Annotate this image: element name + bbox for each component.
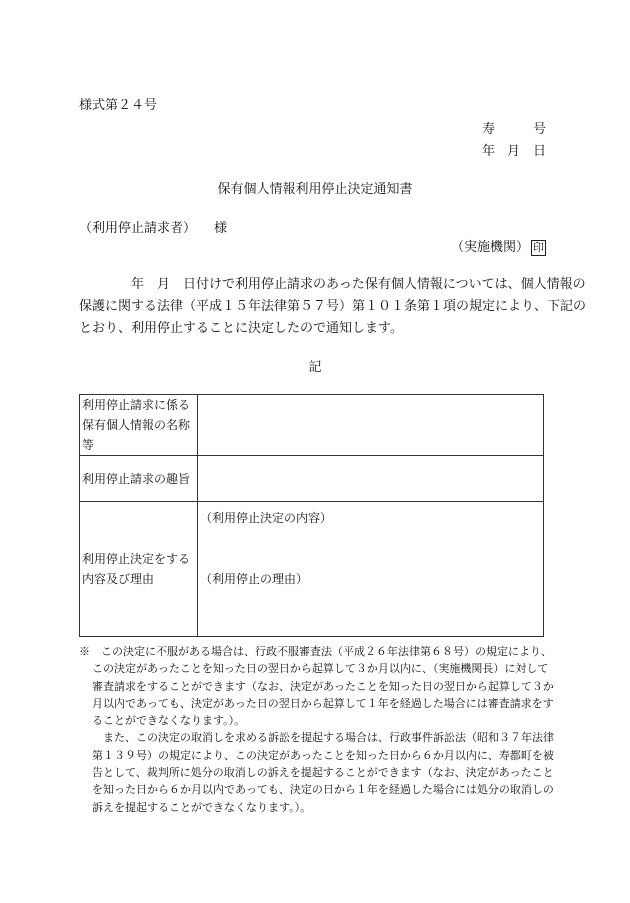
row-label [80,456,198,502]
row-label [80,395,198,456]
decision-table [79,394,544,637]
note-line: 訴えを提起することができなくなります。）。 [92,800,312,814]
label-line: 内容及び理由 [82,572,155,586]
label-line: 利用停止請求の趣旨 [82,471,191,486]
note-line: この決定があったことを知った日の翌日から起算して３か月以内に、（実施機関長）に対して [92,662,549,676]
decision-reason-heading: （利用停止の理由） [200,572,309,586]
document-title: 保有個人情報利用停止決定通知書 [217,182,413,197]
note-line: ることができなくなります。）。 [92,714,246,728]
recipient-label: （利用停止請求者） [79,221,197,236]
note-line: 審査請求をすることができます（なお、決定があったことを知った日の翌日から起算して３か [92,679,554,693]
note-line: また、この決定の取消しを求める訴訟を提起する場合は、行政事件訴訟法（昭和３７年法律 [92,731,554,745]
date-year: 年 [482,144,496,159]
row-content[interactable] [198,502,544,637]
ki-heading: 記 [308,360,322,375]
notice-body [79,274,587,340]
note-line [79,643,553,660]
row-content[interactable] [198,395,544,456]
table-row [80,456,544,502]
note-line: 告として、裁判所に処分の取消しの訴えを提起することができます（なお、決定があったこと [92,766,554,780]
row-content[interactable] [198,456,544,502]
date-month: 月 [507,144,521,159]
number-prefix: 寿 [482,122,496,137]
row-label [80,502,198,637]
table-row [80,502,544,637]
note-line: 月以内であっても、決定があった日の翌日から起算して１年を経過した場合には審査請求をす [92,696,554,710]
date-day: 日 [533,144,547,159]
label-line: 利用停止請求に係る [82,398,191,412]
recipient-honorific: 様 [214,221,228,236]
number-suffix: 号 [533,122,547,137]
notes [79,643,553,816]
body-line: 年 月 日付けで利用停止請求のあった保有個人情報については、個人情報の [79,277,586,292]
body-line: とおり、利用停止することに決定したので通知します。 [79,321,403,336]
agency-label: （実施機関） [450,240,529,255]
note-line: を知った日から６か月以内であっても、決定の日から１年を経過した場合には処分の取消しの [92,783,554,797]
decision-content-heading: （利用停止決定の内容） [200,511,333,525]
body-line: 保護に関する法律（平成１５年法律第５７号）第１０１条第１項の規定により、下記の [79,299,587,314]
recipient [79,217,227,236]
form-number: 様式第２４号 [79,98,158,113]
agency [451,236,546,256]
note-mark: ※ [79,645,90,658]
table-row [80,395,544,456]
label-line: 利用停止決定をする [82,552,191,566]
note-line: 第１３９号）の規定により、この決定があったことを知った日から６か月以内に、寿都町を被 [92,748,554,762]
note-text: この決定に不服がある場合は、行政不服審査法（平成２６年法律第６８号）の規定により、 [101,645,552,658]
label-line: 保有個人情報の名称 [82,418,191,432]
seal-mark: 印 [533,240,544,254]
label-line: 等 [82,438,95,452]
